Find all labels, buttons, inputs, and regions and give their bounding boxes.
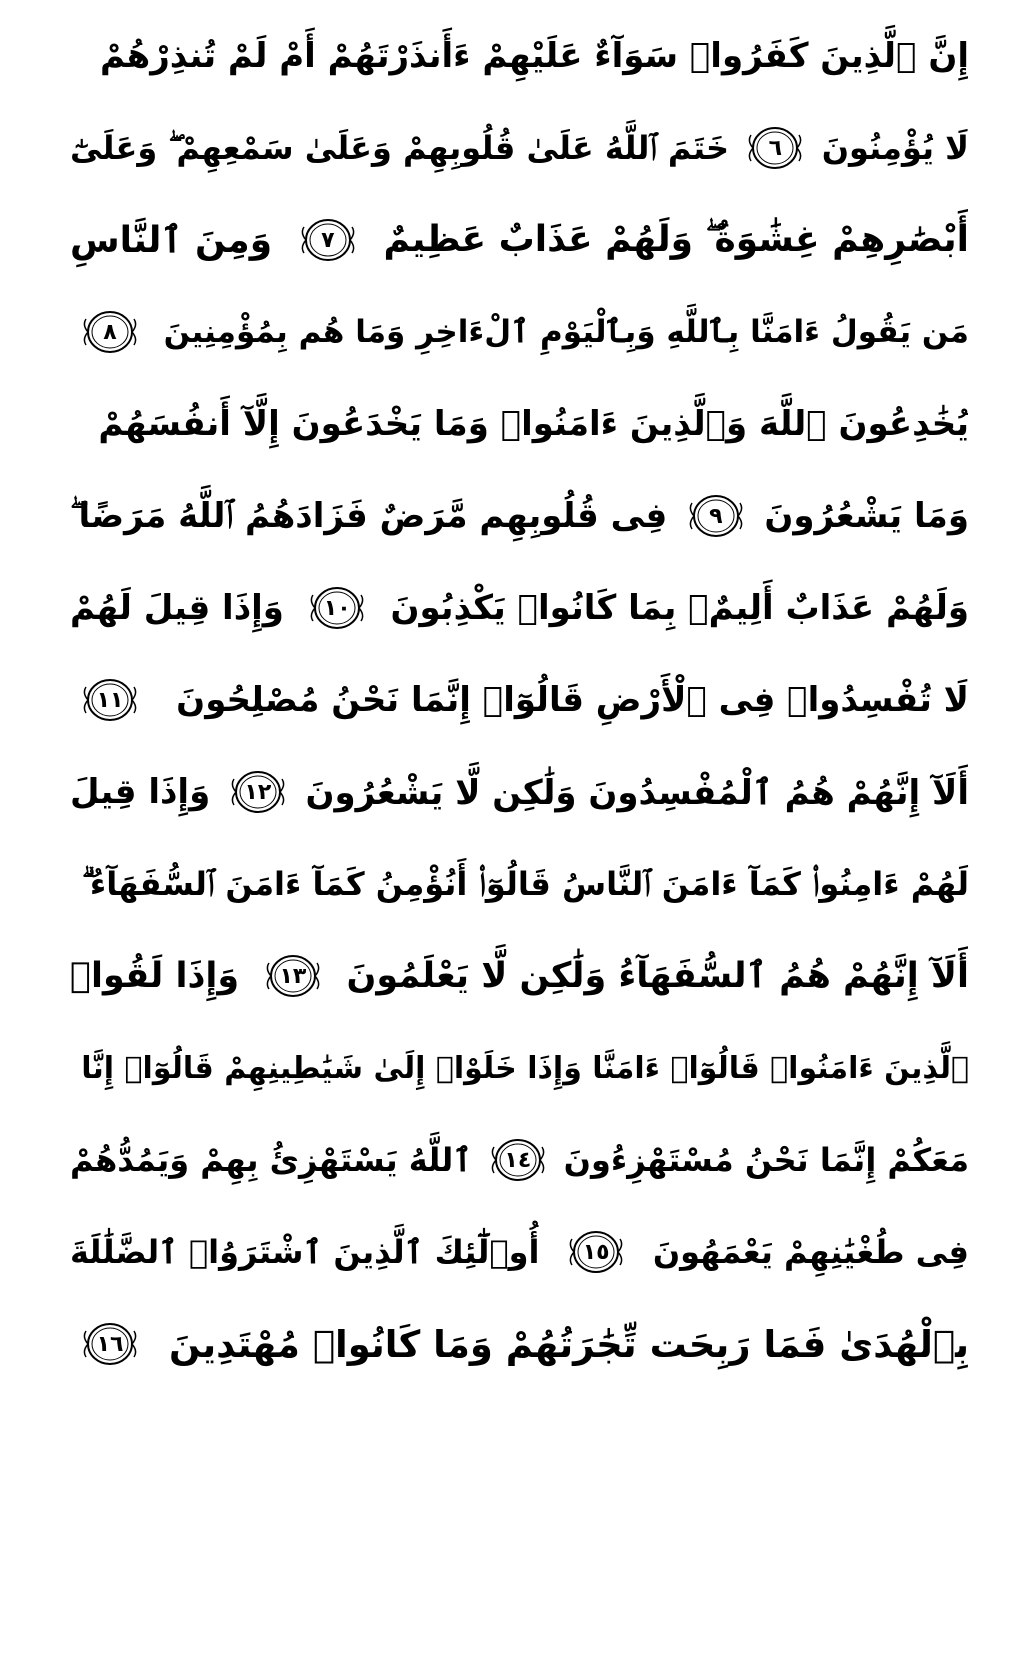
text-line — [70, 838, 969, 930]
verse-text: ٱلَّذِينَ ءَامَنُوا۟ قَالُوٓا۟ ءَامَنَّا وَإِذَا خَلَوْا۟ إِلَىٰ شَيَٰطِينِهِمْ قَالُوٓا۟ إِنَّا — [81, 1050, 969, 1086]
ayah-end-marker — [80, 675, 140, 725]
verse-text: يُخَٰدِعُونَ ٱللَّهَ وَٱلَّذِينَ ءَامَنُوا۟ وَمَا يَخْدَعُونَ إِلَّآ أَنفُسَهُمْ — [98, 404, 969, 444]
ayah-end-marker — [80, 1319, 140, 1369]
ayah-end-marker — [80, 307, 140, 357]
text-line — [70, 746, 969, 838]
verse-text: وَلَهُمْ عَذَابٌ أَلِيمٌۢ بِمَا كَانُوا۟ يَكْذِبُونَ — [390, 588, 969, 628]
verse-text: مَعَكُمْ إِنَّمَا نَحْنُ مُسْتَهْزِءُونَ — [563, 1141, 969, 1179]
ayah-number: ٦ — [768, 135, 783, 161]
ayah-number: ١٠ — [323, 595, 351, 621]
text-line — [70, 1206, 969, 1298]
text-line — [70, 654, 969, 746]
ayah-end-marker — [263, 951, 323, 1001]
verse-text: وَإِذَا لَقُوا۟ — [70, 956, 240, 996]
ayah-number: ٩ — [709, 503, 723, 529]
verse-text: بِٱلْهُدَىٰ فَمَا رَبِحَت تِّجَٰرَتُهُمْ وَمَا كَانُوا۟ مُهْتَدِينَ — [168, 1322, 969, 1366]
ayah-end-marker — [228, 767, 288, 817]
ayah-end-marker — [307, 583, 367, 633]
ayah-number: ١٥ — [582, 1239, 610, 1265]
ayah-end-marker — [298, 215, 358, 265]
verse-text: أَبْصَٰرِهِمْ غِشَٰوَةٌ ۖ وَلَهُمْ عَذَابٌ عَظِيمٌ — [383, 219, 969, 260]
ayah-number: ١١ — [96, 687, 124, 713]
text-line — [70, 562, 969, 654]
text-line — [70, 930, 969, 1022]
ayah-number: ١٢ — [244, 779, 272, 805]
text-line — [70, 470, 969, 562]
text-line — [70, 1022, 969, 1114]
verse-text: فِى طُغْيَٰنِهِمْ يَعْمَهُونَ — [652, 1233, 969, 1271]
verse-text: مَن يَقُولُ ءَامَنَّا بِٱللَّهِ وَبِٱلْيَوْمِ ٱلْءَاخِرِ وَمَا هُم بِمُؤْمِنِينَ — [163, 314, 969, 350]
text-line — [70, 194, 969, 286]
text-line — [70, 378, 969, 470]
text-line — [70, 10, 969, 102]
ayah-end-marker — [488, 1135, 548, 1185]
ayah-number: ١٤ — [504, 1147, 532, 1173]
verse-text: لَا يُؤْمِنُونَ — [821, 129, 969, 167]
verse-text: وَإِذَا قِيلَ — [70, 772, 211, 812]
verse-text: وَمَا يَشْعُرُونَ — [764, 496, 969, 536]
verse-text: لَا تُفْسِدُوا۟ فِى ٱلْأَرْضِ قَالُوٓا۟ إِنَّمَا نَحْنُ مُصْلِحُونَ — [176, 680, 969, 720]
verse-text: وَمِنَ ٱلنَّاسِ — [70, 219, 273, 261]
verse-text: وَإِذَا قِيلَ لَهُمْ — [70, 588, 284, 628]
verse-text: خَتَمَ ٱللَّهُ عَلَىٰ قُلُوبِهِمْ وَعَلَىٰ سَمْعِهِمْ ۖ وَعَلَىٰٓ — [70, 128, 730, 167]
ayah-number: ١٣ — [279, 963, 307, 989]
ayah-number: ١٦ — [96, 1331, 124, 1357]
verse-text: فِى قُلُوبِهِم مَّرَضٌ فَزَادَهُمُ ٱللَّهُ مَرَضًا ۖ — [70, 496, 668, 536]
verse-text: إِنَّ ٱلَّذِينَ كَفَرُوا۟ سَوَآءٌ عَلَيْهِمْ ءَأَنذَرْتَهُمْ أَمْ لَمْ تُنذِرْهُمْ — [100, 36, 969, 76]
verse-text: أَلَآ إِنَّهُمْ هُمُ ٱلْمُفْسِدُونَ وَلَٰكِن لَّا يَشْعُرُونَ — [305, 772, 969, 813]
ayah-end-marker — [686, 491, 746, 541]
text-line — [70, 286, 969, 378]
verse-text: لَهُمْ ءَامِنُوا۟ كَمَآ ءَامَنَ ٱلنَّاسُ قَالُوٓا۟ أَنُؤْمِنُ كَمَآ ءَامَنَ ٱلسُّفَهَآءُ ۗ — [81, 864, 969, 903]
ayah-number: ٧ — [321, 227, 335, 253]
verse-text: أُو۟لَٰٓئِكَ ٱلَّذِينَ ٱشْتَرَوُا۟ ٱلضَّلَٰلَةَ — [70, 1233, 540, 1271]
ayah-number: ٨ — [103, 319, 117, 345]
text-line — [70, 102, 969, 194]
text-line — [70, 1114, 969, 1206]
verse-text: أَلَآ إِنَّهُمْ هُمُ ٱلسُّفَهَآءُ وَلَٰكِن لَّا يَعْلَمُونَ — [346, 956, 969, 996]
text-line — [70, 1298, 969, 1390]
ayah-end-marker — [566, 1227, 626, 1277]
ayah-end-marker — [745, 123, 805, 173]
verse-text: ٱللَّهُ يَسْتَهْزِئُ بِهِمْ وَيَمُدُّهُمْ — [70, 1141, 473, 1179]
